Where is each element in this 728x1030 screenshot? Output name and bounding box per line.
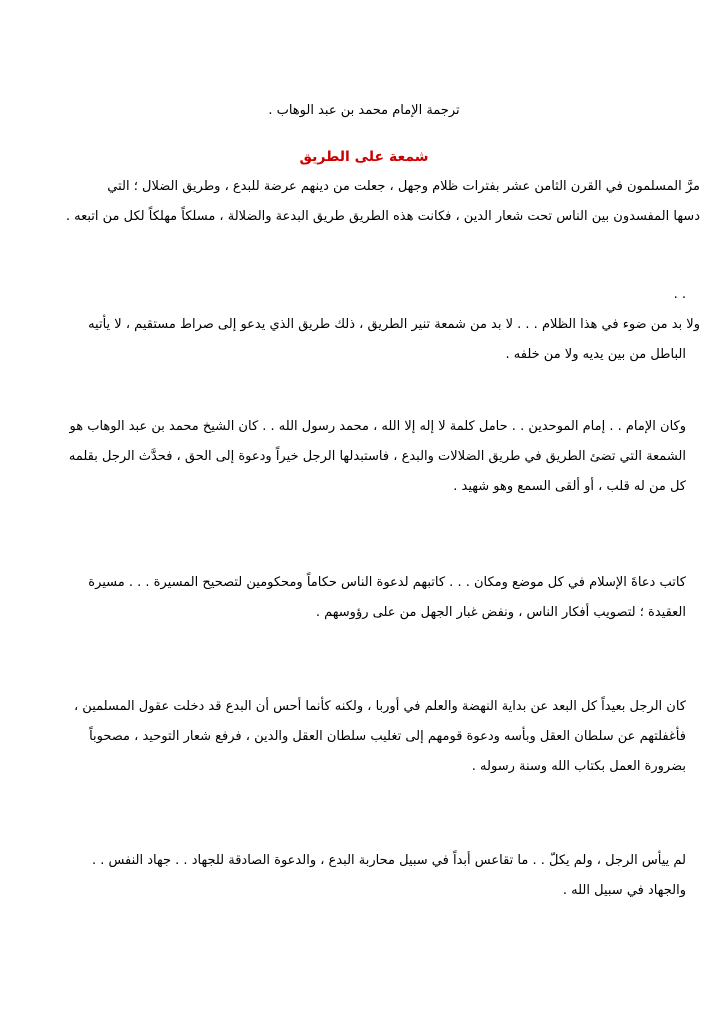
paragraph-3-line-3: كل من له قلب ، أو ألقى السمع وهو شهيد .	[453, 479, 686, 494]
document-title: ترجمة الإمام محمد بن عبد الوهاب .	[268, 103, 460, 118]
paragraph-1-line-3: . .	[673, 287, 686, 302]
paragraph-2-line-1: ولا بد من ضوء في هذا الظلام . . . لا بد من شمعة تنير الطريق ، ذلك طريق الذي يدعو إلى صراط مستقيم ، لا يأتيه	[88, 317, 700, 332]
paragraph-1-line-2: دسها المفسدون بين الناس تحت شعار الدين ، فكانت هذه الطريق طريق البدعة والضلالة ، مسلكاً مهلكاً لكل من اتبعه .	[65, 209, 700, 224]
paragraph-5-line-2: فأغفلتهم عن سلطان العقل وبأسه ودعوة قومهم إلى تغليب سلطان العقل والدين ، فرفع شعار التوحيد ، مصحوباً	[89, 729, 686, 744]
paragraph-6-line-2: والجهاد في سبيل الله .	[562, 883, 686, 898]
paragraph-2-line-2: الباطل من بين يديه ولا من خلفه .	[505, 347, 686, 362]
paragraph-4-line-2: العقيدة ؛ لتصويب أفكار الناس ، ونفض غبار الجهل من على رؤوسهم .	[315, 605, 686, 620]
paragraph-5-line-3: بضرورة العمل بكتاب الله وسنة رسوله .	[471, 759, 686, 774]
paragraph-5-line-1: كان الرجل بعيداً كل البعد عن بداية النهضة والعلم في أوربا ، ولكنه كأنما أحس أن البدع قد دخلت عقول المسلمين ،	[73, 699, 686, 714]
paragraph-3-line-2: الشمعة التي تضئ الطريق في طريق الضلالات والبدع ، فاستبدلها الرجل خيراً ودعوة إلى الحق ، فحدَّث الرجل بقلمه	[68, 449, 686, 464]
paragraph-6-line-1: لم ييأس الرجل ، ولم يكلّ . . ما تقاعس أبداً في سبيل محاربة البدع ، والدعوة الصادقة للجهاد . . جهاد النفس . .	[91, 853, 686, 868]
paragraph-1-line-1: مرَّ المسلمون في القرن الثامن عشر بفترات ظلام وجهل ، جعلت من دينهم عرضة للبدع ، وطريق الضلال ؛ التي	[107, 179, 700, 194]
document-heading: شمعة على الطريق	[299, 149, 429, 165]
paragraph-3-line-1: وكان الإمام . . إمام الموحدين . . حامل كلمة لا إله إلا الله ، محمد رسول الله . . كان الشيخ محمد بن عبد الوهاب هو	[69, 419, 686, 434]
paragraph-4-line-1: كاتب دعاةَ الإسلام في كل موضع ومكان . . . كاتبهم لدعوة الناس حكاماً ومحكومين لتصحيح المسيرة . . . مسيرة	[88, 575, 686, 590]
